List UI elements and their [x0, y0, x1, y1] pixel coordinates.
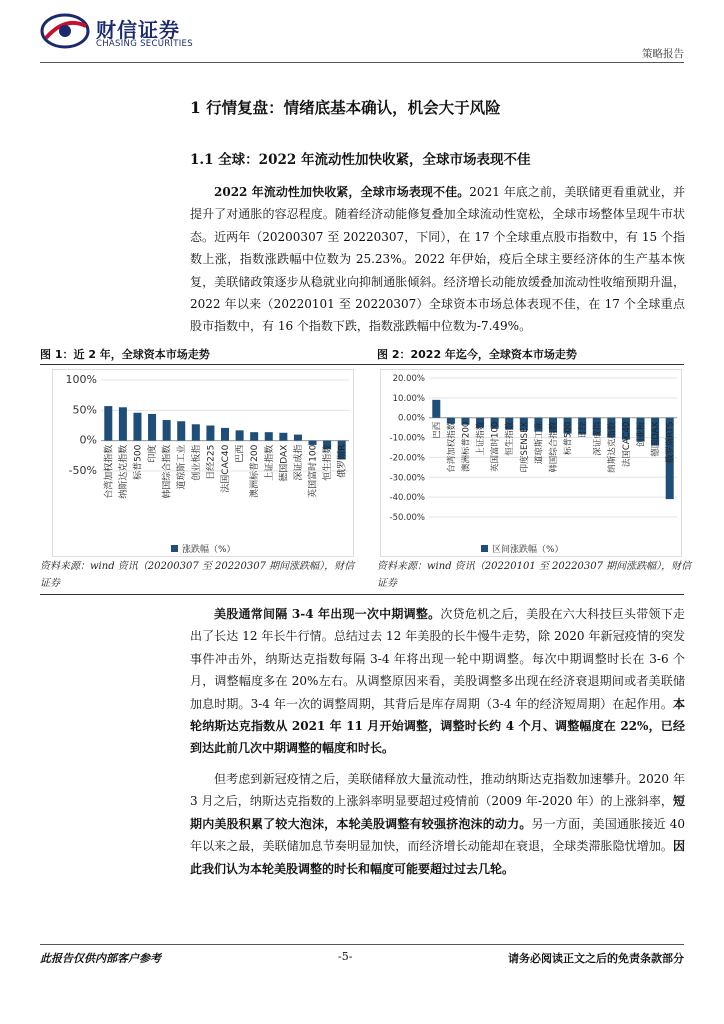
- figure1-title: 图 1：近 2 年，全球资本市场走势: [40, 348, 210, 361]
- y-tick-label: -50%: [68, 464, 97, 477]
- category-label: 道琼斯工业: [177, 444, 188, 490]
- bar: [309, 441, 317, 445]
- bar: [177, 421, 185, 440]
- y-tick-label: -50.00%: [389, 513, 425, 523]
- bar: [119, 407, 127, 440]
- bar: [221, 428, 229, 441]
- category-label: 恒生指数: [505, 421, 516, 456]
- para2-lead: 美股通常间隔 3-4 年出现一次中期调整。: [214, 607, 441, 621]
- bar: [148, 414, 156, 441]
- para2-tail: 本轮纳斯达克指数从 2021 年 11 月开始调整，调整时长约 4 个月、调整幅度在 22%，已经到达此前几次中期调整的幅度和时长。: [190, 696, 685, 756]
- para1-lead: 2022 年流动性加快收紧，全球市场表现不佳。: [214, 185, 470, 199]
- bar: [192, 424, 200, 440]
- paragraph-us-bubble: [190, 768, 685, 880]
- para3-bold2: 因此我们认为本轮美股调整的时长和幅度可能要超过过去几轮。: [190, 839, 685, 876]
- category-label: 巴西: [235, 444, 246, 463]
- category-label: 俄罗斯RTS: [665, 421, 676, 464]
- y-tick-label: -20.00%: [389, 453, 425, 464]
- category-label: 创业板指: [191, 444, 202, 481]
- category-label: 标普500: [133, 444, 144, 480]
- brand-name-en: CHASING SECURITIES: [96, 39, 193, 49]
- category-label: 日经225: [206, 444, 217, 480]
- figure2-title: 图 2：2022 年迄今，全球资本市场走势: [377, 348, 577, 361]
- y-tick-label: 20.00%: [392, 374, 425, 384]
- chart-global-ytd: [380, 369, 682, 557]
- bar: [236, 430, 244, 440]
- category-label: 台湾加权指数: [446, 421, 457, 473]
- category-label: 法国CAC40: [221, 444, 231, 493]
- page-number: -5-: [338, 950, 353, 963]
- y-tick-label: 0%: [79, 433, 97, 447]
- category-label: 英国富时100: [490, 421, 501, 472]
- category-label: 恒生指数: [323, 444, 334, 481]
- category-label: 印度SENSEX: [519, 421, 530, 473]
- category-label: 标普500: [563, 421, 574, 455]
- para1-text: 2021 年底之前，美联储更看重就业，并提升了对通胀的容忍程度。随着经济动能修复叠加全球流动性宽松，全球市场整体呈现牛市状态。近两年（20200307 至 20220307，下同），在 17 个全球重点股市指数中，有 15 个指数上涨，指数涨跌幅中位数为 25.23%。2022 年伊始，疫后全球主要经济体的生产基本恢复，美联储政策逐步从稳就业向抑制通胀倾斜。经济增长动能放缓叠加流动性收缩预期升温，2022 年以来（20220101 至 20220307）全球资本市场总体表现不佳，在 17 个全球重点股市指数中，有 16 个指数下跌，指数涨跌幅中位数为-7.49%。: [190, 185, 686, 334]
- y-tick-label: -30.00%: [389, 473, 425, 484]
- category-label: 上证指数: [264, 444, 275, 481]
- category-label: 澳洲标普200: [461, 421, 472, 472]
- y-tick-label: 50%: [72, 403, 97, 417]
- figure1-source: 资料来源：wind 资讯（20200307 至 20220307 期间涨跌幅），财信证券: [40, 561, 355, 589]
- bar: [265, 432, 273, 440]
- footer-disclaimer-left: 此报告仅供内部客户参考: [40, 952, 161, 965]
- category-label: 道琼斯工业: [534, 421, 545, 465]
- para3-text2: 另一方面，美国通胀接近 40 年以来之最，美联储加息节奏明显加快，而经济增长动能却在衰退，全球类滞胀隐忧增加。: [190, 816, 685, 854]
- legend-swatch: [171, 545, 178, 552]
- logo-mark-icon: [40, 12, 90, 50]
- bar: [163, 420, 171, 441]
- category-label: 日经: [578, 421, 589, 439]
- legend-label: 涨跌幅（%）: [182, 545, 236, 555]
- category-label: 印度: [148, 444, 159, 463]
- para3-bold1: 短期内美股积累了较大泡沫，本轮美股调整有较强挤泡沫的动力。: [190, 794, 685, 831]
- section-title: 1 行情复盘：情绪底基本确认，机会大于风险: [190, 98, 501, 117]
- category-label: 上证指数: [476, 421, 487, 456]
- report-type-label: 策略报告: [642, 48, 684, 60]
- paragraph-global-liquidity: [190, 181, 685, 338]
- category-label: 巴西: [432, 421, 443, 439]
- footer-disclaimer-right: 请务必阅读正文之后的免责条款部分: [508, 952, 684, 965]
- footer-divider: [40, 944, 684, 945]
- legend-swatch: [481, 545, 488, 552]
- figure-top-divider: [40, 364, 684, 365]
- para2-text: 次贷危机之后，美股在六大科技巨头带领下走出了长达 12 年长牛行情。总结过去 12 年美股的长牛慢牛走势，除 2020 年新冠疫情的突发事件冲击外，纳斯达克指数每隔 3-4 年将出现一轮中期调整。每次中期调整时长在 3-6 个月，调整幅度多在 20%左右。从调整原因来看，美股调整多出现在经济衰退期间或者美联储加息时期。3-4 年一次的调整周期，其背后是库存周期（3-4 年的经济短周期）在起作用。: [190, 607, 685, 711]
- bar: [279, 433, 287, 441]
- figure2-source: 资料来源：wind 资讯（20220101 至 20220307 期间涨跌幅），财信证券: [377, 561, 692, 589]
- bar: [104, 406, 112, 441]
- subsection-title: 1.1 全球：2022 年流动性加快收紧，全球市场表现不佳: [190, 152, 531, 168]
- category-label: 深证成指: [293, 444, 304, 481]
- y-tick-label: -10.00%: [389, 433, 425, 444]
- category-label: 韩国综合指数: [162, 444, 173, 499]
- y-tick-label: -40.00%: [389, 493, 425, 504]
- legend-label: 区间涨跌幅（%）: [492, 545, 564, 555]
- category-label: 台湾加权指数: [104, 444, 115, 499]
- category-label: 英国富时100: [308, 444, 319, 498]
- figure-bottom-divider: [40, 594, 684, 595]
- bar: [250, 432, 258, 440]
- category-label: 纳斯达克指数: [607, 421, 618, 473]
- category-label: 德国DAX: [651, 421, 662, 457]
- header-divider: [40, 62, 684, 63]
- y-tick-label: 100%: [65, 373, 97, 386]
- category-label: 澳洲标普200: [250, 444, 261, 498]
- paragraph-us-correction-cycle: [190, 603, 685, 760]
- category-label: 纳斯达克指数: [118, 444, 129, 499]
- para3-text1: 但考虑到新冠疫情之后，美联储释放大量流动性，推动纳斯达克指数加速攀升。2020 年 3 月之后，纳斯达克指数的上涨斜率明显要超过疫情前（2009 年-2020 年）的上涨斜率，: [190, 772, 685, 809]
- category-label: 深证成指: [592, 421, 603, 456]
- bar: [133, 413, 141, 441]
- bar: [294, 435, 302, 441]
- company-logo: [40, 12, 200, 52]
- bar: [432, 400, 440, 418]
- category-label: 俄罗斯R: [337, 444, 348, 478]
- y-tick-label: 10.00%: [392, 393, 425, 404]
- category-label: 德国DAX: [279, 444, 290, 482]
- chart-global-2year: [52, 369, 354, 557]
- bar: [206, 426, 214, 441]
- category-label: 创业板: [636, 421, 647, 448]
- y-tick-label: 0.00%: [397, 413, 425, 424]
- category-label: 法国CAC40: [621, 421, 632, 468]
- brand-name-cn: 财信证券: [96, 18, 180, 42]
- category-label: 韩国综合指数: [549, 421, 559, 473]
